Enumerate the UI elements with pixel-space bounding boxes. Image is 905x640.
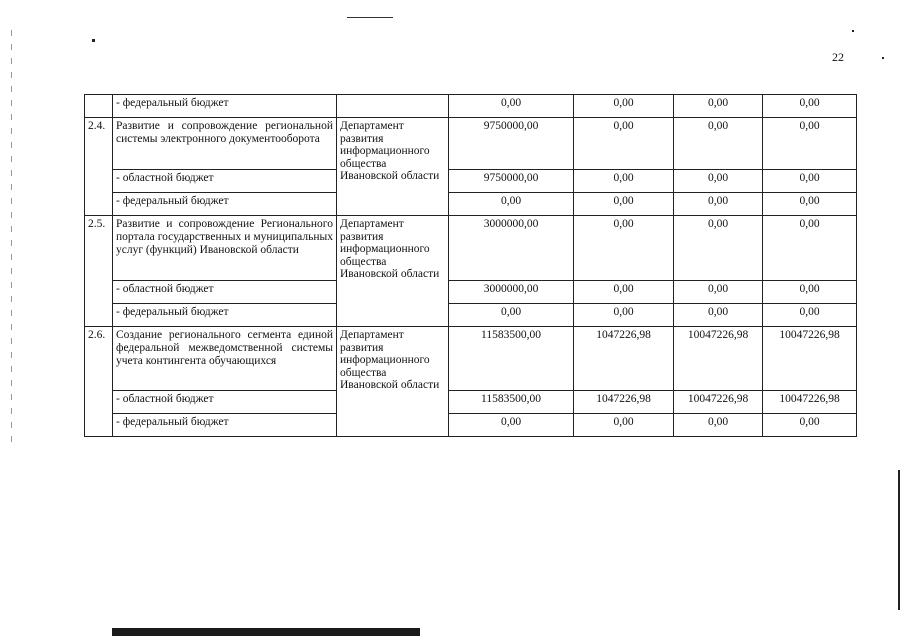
- value-cell: 0,00: [674, 414, 763, 437]
- table-row: [85, 304, 857, 327]
- table-row: [85, 170, 857, 193]
- value-cell: 0,00: [449, 193, 574, 216]
- value-cell: 0,00: [763, 281, 857, 304]
- dept-cell: Департамент развития информационного общества Ивановской области: [337, 216, 449, 327]
- value-cell: 0,00: [674, 118, 763, 170]
- value-cell: 11583500,00: [449, 327, 574, 391]
- value-cell: 0,00: [763, 170, 857, 193]
- value-cell: 0,00: [674, 170, 763, 193]
- table-row: [85, 414, 857, 437]
- value-cell: 0,00: [574, 304, 674, 327]
- table-row: [85, 95, 857, 118]
- value-cell: 0,00: [574, 170, 674, 193]
- value-cell: 0,00: [574, 95, 674, 118]
- value-cell: 0,00: [763, 414, 857, 437]
- value-cell: 9750000,00: [449, 118, 574, 170]
- value-cell: 0,00: [574, 414, 674, 437]
- value-cell: 3000000,00: [449, 281, 574, 304]
- value-cell: 0,00: [449, 304, 574, 327]
- table-row: [85, 118, 857, 170]
- row-label-cell: - федеральный бюджет: [113, 193, 337, 216]
- row-label-cell: - федеральный бюджет: [113, 414, 337, 437]
- value-cell: 0,00: [674, 281, 763, 304]
- scan-speck: [852, 30, 854, 32]
- dept-cell: [337, 95, 449, 118]
- row-number-cell: 2.6.: [85, 327, 113, 437]
- value-cell: 1047226,98: [574, 327, 674, 391]
- row-number-cell: 2.4.: [85, 118, 113, 216]
- value-cell: 11583500,00: [449, 391, 574, 414]
- page-number: 22: [832, 50, 844, 64]
- value-cell: 0,00: [574, 193, 674, 216]
- table-row: [85, 391, 857, 414]
- row-label-cell: - областной бюджет: [113, 170, 337, 193]
- value-cell: 0,00: [763, 118, 857, 170]
- row-number-cell: 2.5.: [85, 216, 113, 327]
- budget-table: [84, 94, 857, 437]
- scan-edge-line: [898, 470, 900, 610]
- value-cell: 0,00: [763, 216, 857, 281]
- row-label-cell: Развитие и сопровождение Регионального портала государственных и муниципальных услуг (функций) Ивановской области: [113, 216, 337, 281]
- value-cell: 0,00: [763, 193, 857, 216]
- value-cell: 0,00: [574, 281, 674, 304]
- row-label-cell: Создание регионального сегмента единой федеральной межведомственной системы учета контингента обучающихся: [113, 327, 337, 391]
- value-cell: 0,00: [763, 95, 857, 118]
- row-label-cell: - областной бюджет: [113, 391, 337, 414]
- scan-speck: [882, 57, 884, 59]
- row-label-cell: - федеральный бюджет: [113, 304, 337, 327]
- value-cell: 10047226,98: [763, 391, 857, 414]
- value-cell: 0,00: [449, 414, 574, 437]
- dept-cell: Департамент развития информационного общества Ивановской области: [337, 118, 449, 216]
- row-label-cell: - федеральный бюджет: [113, 95, 337, 118]
- row-label-cell: - областной бюджет: [113, 281, 337, 304]
- scan-speck: [92, 39, 95, 42]
- value-cell: 0,00: [674, 95, 763, 118]
- row-number-cell: [85, 95, 113, 118]
- value-cell: 3000000,00: [449, 216, 574, 281]
- scan-bottom-bar: [112, 628, 420, 636]
- table-row: [85, 281, 857, 304]
- table-row: [85, 327, 857, 391]
- value-cell: 9750000,00: [449, 170, 574, 193]
- value-cell: 10047226,98: [674, 391, 763, 414]
- row-label-cell: Развитие и сопровождение региональной системы электронного документооборота: [113, 118, 337, 170]
- value-cell: 0,00: [674, 304, 763, 327]
- value-cell: 0,00: [674, 216, 763, 281]
- value-cell: 0,00: [763, 304, 857, 327]
- value-cell: 10047226,98: [763, 327, 857, 391]
- top-rule: [347, 17, 393, 18]
- value-cell: 0,00: [574, 216, 674, 281]
- value-cell: 0,00: [674, 193, 763, 216]
- dept-cell: Департамент развития информационного общества Ивановской области: [337, 327, 449, 437]
- value-cell: 0,00: [449, 95, 574, 118]
- value-cell: 0,00: [574, 118, 674, 170]
- table-row: [85, 193, 857, 216]
- value-cell: 1047226,98: [574, 391, 674, 414]
- scan-margin-line: [11, 30, 12, 450]
- value-cell: 10047226,98: [674, 327, 763, 391]
- table-row: [85, 216, 857, 281]
